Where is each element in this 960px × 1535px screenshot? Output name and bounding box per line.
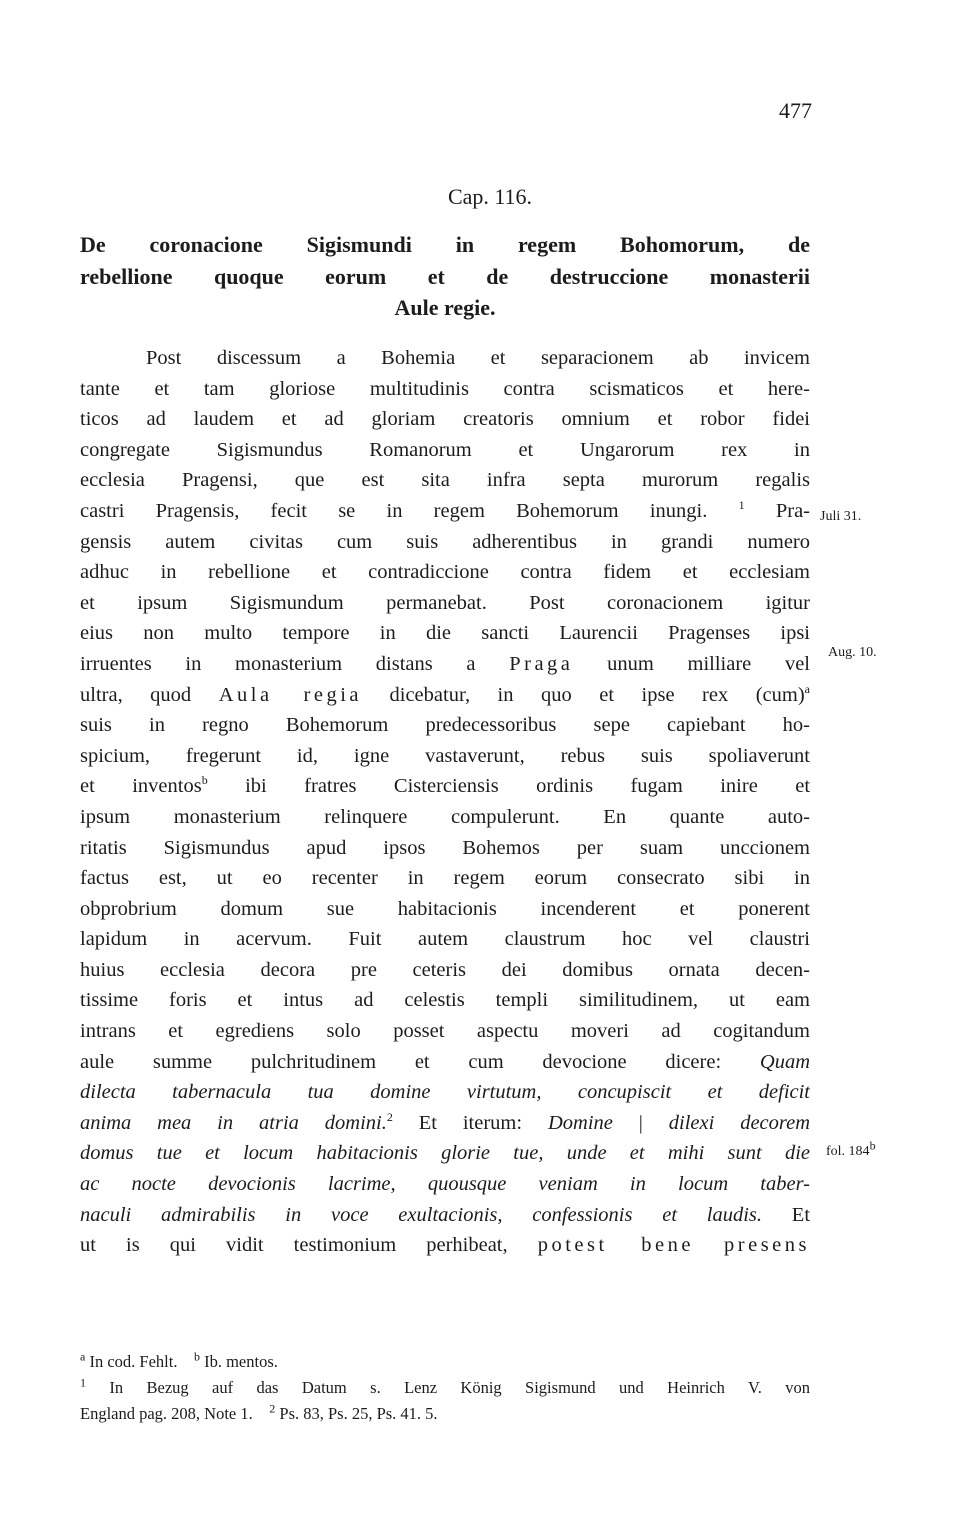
footnote-ref-a: a	[804, 681, 810, 696]
footnote-line	[80, 1401, 810, 1427]
chapter-heading	[80, 229, 810, 324]
footnote-text: Ib. mentos.	[204, 1352, 278, 1371]
text-run: irruentes in monasterium distans a	[80, 652, 476, 675]
text-line: ritatis Sigismundus apud ipsos Bohemos per suam unccionem	[80, 836, 810, 859]
spaced-name-aula-regia: Aula regia	[218, 683, 362, 706]
folio-label: fol. 184	[826, 1144, 870, 1159]
footnote-ref-2: 2	[386, 1110, 393, 1125]
spaced-text: presens	[724, 1234, 810, 1257]
footnote-text: Ps. 83, Ps. 25, Ps. 41. 5.	[279, 1404, 438, 1423]
heading-line: De coronacione Sigismundi in regem Bohomorum, de	[80, 232, 810, 257]
text-line	[80, 1200, 810, 1231]
folio-divider: |	[638, 1111, 643, 1134]
text-line-italic: ac nocte devocionis lacrime, quousque veniam in locum taber-	[80, 1173, 810, 1196]
text-line: congregate Sigismundus Romanorum et Ungarorum rex in	[80, 438, 810, 461]
text-line: gensis autem civitas cum suis adherentibus in grandi numero	[80, 530, 810, 553]
text-line: intrans et egrediens solo posset aspectu moveri ad cogitandum	[80, 1020, 810, 1043]
text-line: suis in regno Bohemorum predecessoribus sepe capiebant ho-	[80, 714, 810, 737]
text-line: obprobrium domum sue habitacionis incenderent et ponerent	[80, 897, 810, 920]
body-text	[80, 343, 810, 1261]
italic-quote: Quam	[759, 1050, 810, 1073]
text-line-italic: dilecta tabernacula tua domine virtutum, concupiscit et deficit	[80, 1081, 810, 1104]
footnote-mark: 1	[80, 1375, 86, 1390]
text-line: ipsum monasterium relinquere compulerunt. En quante auto-	[80, 805, 810, 828]
text-line: et ipsum Sigismundum permanebat. Post coronacionem igitur	[80, 591, 810, 614]
text-run: castri Pragensis, fecit se in regem Bohemorum inungi.	[80, 499, 708, 522]
text-run: Pra-	[775, 499, 810, 522]
text-line-italic: domus tue et locum habitacionis glorie tue, unde et mihi sunt die	[80, 1142, 810, 1165]
text-run: ibi fratres Cisterciensis ordinis fugam inire et	[245, 775, 810, 798]
footnote-text: In Bezug auf das Datum s. Lenz König Sigismund und Heinrich V. von	[109, 1378, 811, 1397]
footnote-text: In cod. Fehlt.	[89, 1352, 178, 1371]
text-line: lapidum in acervum. Fuit autem claustrum hoc vel claustri	[80, 928, 810, 951]
margin-note-date: Juli 31.	[820, 509, 862, 524]
text-line	[80, 496, 810, 527]
text-line: huius ecclesia decora pre ceteris dei domibus ornata decen-	[80, 958, 810, 981]
heading-line: rebellione quoque eorum et de destruccione monasterii	[80, 263, 810, 289]
italic-quote: Domine	[547, 1111, 613, 1134]
text-line: Post discessum a Bohemia et separacionem ab invicem	[146, 347, 810, 369]
footnote-ref-1: 1	[738, 498, 745, 513]
folio-side: b	[869, 1138, 876, 1153]
footnote-line	[80, 1349, 810, 1375]
text-run: aule summe pulchritudinem et cum devocione dicere:	[80, 1050, 722, 1073]
text-line: tissime foris et intus ad celestis templi similitudinem, ut eam	[80, 989, 810, 1012]
text-run: ultra, quod	[80, 683, 192, 706]
text-run: ut is qui vidit testimonium perhibeat,	[80, 1234, 508, 1257]
text-line: ticos ad laudem et ad gloriam creatoris omnium et robor fidei	[80, 408, 810, 431]
text-line: factus est, ut eo recenter in regem eorum consecrato sibi in	[80, 867, 810, 890]
text-run: unum milliare vel	[607, 652, 810, 675]
footnote-mark: b	[193, 1349, 200, 1364]
text-line	[80, 771, 810, 802]
text-line: adhuc in rebellione et contradiccione contra fidem et ecclesiam	[80, 561, 810, 584]
text-line	[80, 1047, 810, 1078]
text-line: eius non multo tempore in die sancti Laurencii Pragenses ipsi	[80, 622, 810, 645]
italic-quote: dilexi decorem	[668, 1111, 810, 1134]
text-line	[80, 1108, 810, 1139]
heading-line: Aule regie.	[394, 295, 496, 320]
page-number: 477	[779, 98, 812, 123]
text-run: Et iterum:	[418, 1111, 523, 1134]
text-line: tante et tam gloriose multitudinis contra scismaticos et here-	[80, 377, 810, 400]
text-line	[80, 649, 810, 680]
italic-quote: naculi admirabilis in voce exultacionis, confessionis et laudis.	[80, 1203, 763, 1226]
footnote-text: England pag. 208, Note 1.	[80, 1404, 253, 1423]
margin-note-date: Aug. 10.	[828, 645, 877, 660]
spaced-text: potest bene	[537, 1234, 694, 1257]
footnotes	[80, 1349, 810, 1427]
text-line: spicium, fregerunt id, igne vastaverunt, rebus suis spoliaverunt	[80, 744, 810, 767]
text-line	[80, 680, 810, 711]
footnote-mark: a	[80, 1349, 86, 1364]
chapter-number: Cap. 116.	[447, 184, 533, 209]
text-run: Et	[791, 1203, 810, 1226]
text-line: ecclesia Pragensi, que est sita infra septa murorum regalis	[80, 469, 810, 492]
footnote-ref-b: b	[201, 773, 208, 788]
margin-note-folio	[826, 1138, 876, 1160]
footnote-mark: 2	[269, 1401, 276, 1416]
text-line	[80, 1230, 810, 1261]
spaced-place-name: Praga	[509, 652, 574, 675]
footnote-line	[80, 1375, 810, 1401]
text-run: dicebatur, in quo et ipse rex (cum)	[389, 683, 805, 706]
italic-quote: anima mea in atria domini.	[80, 1111, 387, 1134]
text-run: et inventos	[80, 775, 202, 798]
